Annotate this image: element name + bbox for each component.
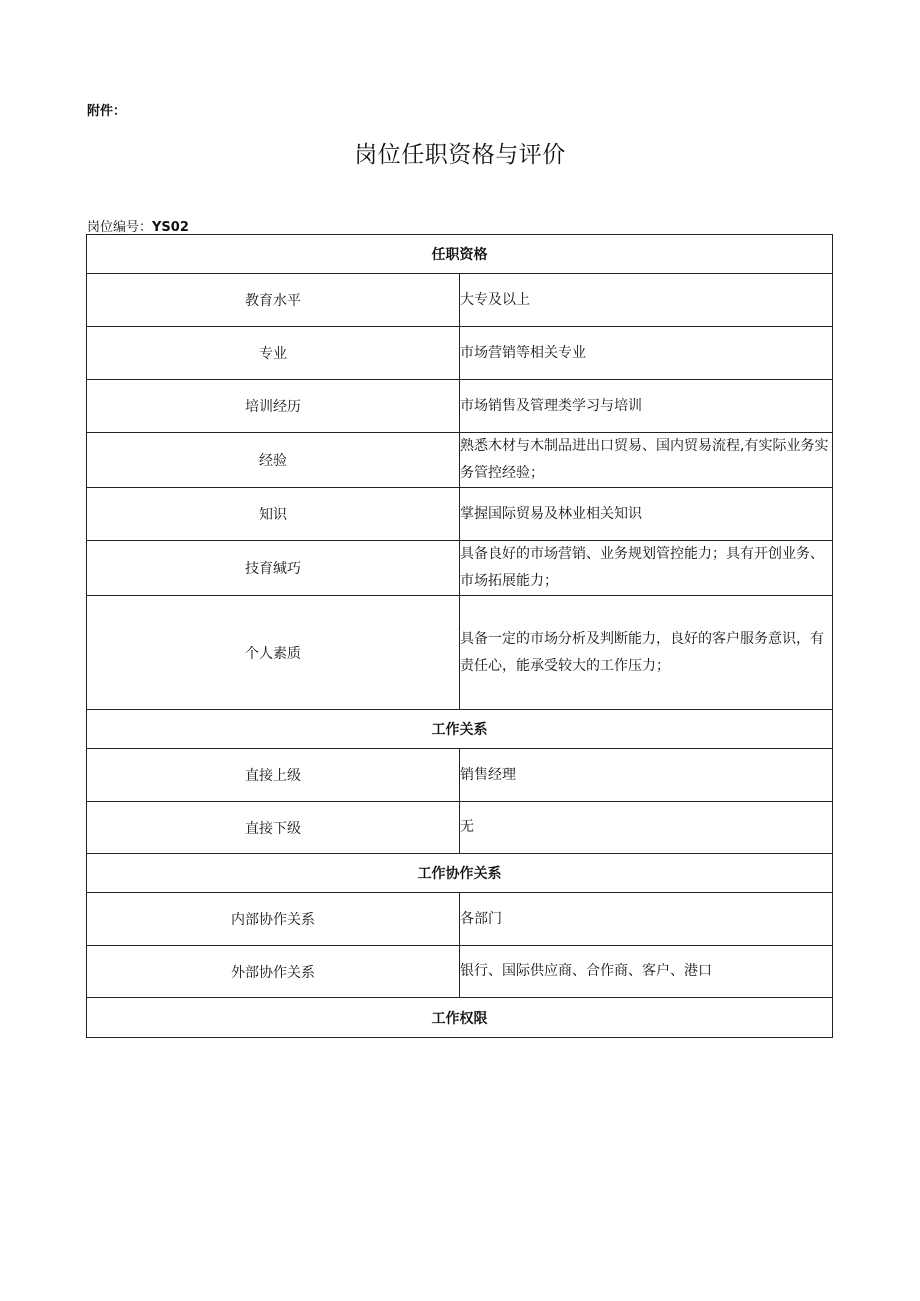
section-row	[87, 235, 833, 274]
table-row	[87, 893, 833, 946]
attachment-label: 附件：	[87, 104, 127, 119]
section-row	[87, 854, 833, 893]
page-title: 岗位任职资格与评价	[354, 142, 566, 168]
section-heading-work-authority: 工作权限	[87, 998, 833, 1038]
table-row	[87, 380, 833, 433]
row-value-external-collab: 银行、国际供应商、合作商、客户、港口	[460, 946, 833, 998]
row-value-knowledge: 掌握国际贸易及林业相关知识	[460, 488, 833, 541]
section-heading-qualifications: 任职资格	[87, 235, 833, 274]
row-label-direct-superior: 直接上级	[87, 749, 460, 802]
table-row	[87, 802, 833, 854]
table-row	[87, 433, 833, 488]
row-value-skills: 具备良好的市场营销、业务规划管控能力；具有开创业务、市场拓展能力；	[460, 541, 833, 596]
row-label-direct-subordinate: 直接下级	[87, 802, 460, 854]
post-code-label: 岗位编号：	[87, 220, 153, 235]
table-row	[87, 541, 833, 596]
row-label-external-collab: 外部协作关系	[87, 946, 460, 998]
row-label-skills: 技育缄巧	[87, 541, 460, 596]
table-row	[87, 488, 833, 541]
section-heading-collaboration: 工作协作关系	[87, 854, 833, 893]
row-label-experience: 经验	[87, 433, 460, 488]
row-value-education: 大专及以上	[460, 274, 833, 327]
table-row	[87, 749, 833, 802]
section-row	[87, 998, 833, 1038]
row-label-knowledge: 知识	[87, 488, 460, 541]
row-label-training: 培训经历	[87, 380, 460, 433]
row-value-internal-collab: 各部门	[460, 893, 833, 946]
table-row	[87, 596, 833, 710]
post-code	[87, 216, 189, 235]
table-row	[87, 327, 833, 380]
row-label-personal-quality: 个人素质	[87, 596, 460, 710]
row-value-direct-subordinate: 无	[460, 802, 833, 854]
table-row	[87, 946, 833, 998]
section-row	[87, 710, 833, 749]
row-value-training: 市场销售及管理类学习与培训	[460, 380, 833, 433]
table-row	[87, 274, 833, 327]
row-label-internal-collab: 内部协作关系	[87, 893, 460, 946]
row-value-personal-quality: 具备一定的市场分析及判断能力，良好的客户服务意识，有责任心，能承受较大的工作压力；	[460, 596, 833, 710]
row-value-direct-superior: 销售经理	[460, 749, 833, 802]
row-value-experience: 熟悉木材与木制品进出口贸易、国内贸易流程,有实际业务实务管控经验；	[460, 433, 833, 488]
post-code-value: YS02	[152, 220, 189, 235]
section-heading-work-relations: 工作关系	[87, 710, 833, 749]
row-label-education: 教育水平	[87, 274, 460, 327]
row-value-major: 市场营销等相关专业	[460, 327, 833, 380]
qualification-table	[86, 234, 833, 1038]
row-label-major: 专业	[87, 327, 460, 380]
